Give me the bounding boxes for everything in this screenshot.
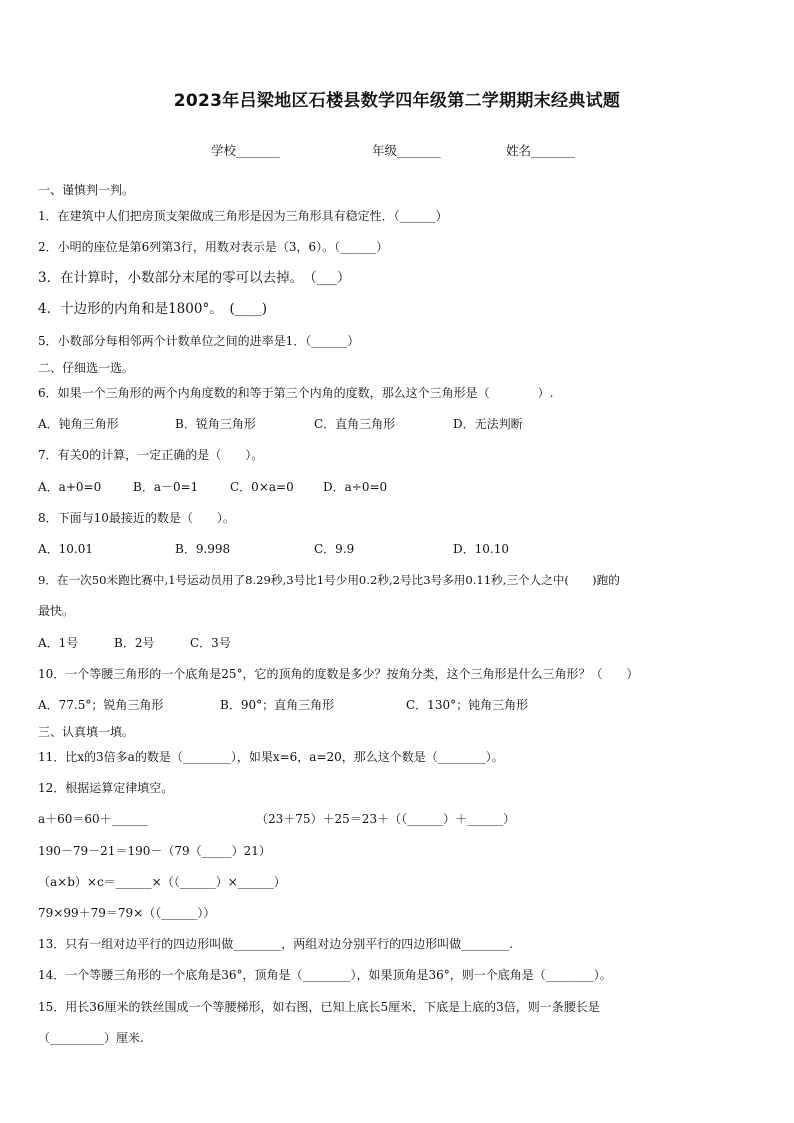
question-12-item-a: a＋60＝60＋______ <box>38 812 148 826</box>
question-11: 11．比x的3倍多a的数是（________），如果x=6，a=20，那么这个数是（________）。 <box>38 750 504 764</box>
question-9-option-a: A．1号 <box>38 636 79 650</box>
question-9: 9．在一次50米跑比赛中,1号运动员用了8.29秒,3号比1号少用0.2秒,2号比3号多用0.11秒,三个人之中( )跑的 <box>38 573 620 587</box>
question-14: 14．一个等腰三角形的一个底角是36°，顶角是（________），如果顶角是36°，则一个底角是（________）。 <box>38 968 612 982</box>
question-12-item-d: （a×b）×c＝______×（（______）×______） <box>38 875 286 889</box>
question-10-option-b: B．90°；直角三角形 <box>220 698 335 712</box>
question-7: 7．有关0的计算，一定正确的是（ ）。 <box>38 448 264 462</box>
question-6: 6．如果一个三角形的两个内角度数的和等于第三个内角的度数，那么这个三角形是（ ）. <box>38 386 554 400</box>
question-9-option-c: C．3号 <box>190 636 231 650</box>
section-choose: 二、仔细选一选。 <box>38 361 135 375</box>
question-8-option-a: A．10.01 <box>38 542 94 556</box>
section-fill: 三、认真填一填。 <box>38 725 135 739</box>
question-5: 5．小数部分每相邻两个计数单位之间的进率是1．（______） <box>38 334 360 348</box>
question-9-continued: 最快。 <box>38 604 75 618</box>
question-12-item-b: （23＋75）＋25＝23＋（（______）＋______） <box>256 812 516 826</box>
question-6-option-c: C．直角三角形 <box>314 417 396 431</box>
question-10: 10．一个等腰三角形的一个底角是25°，它的顶角的度数是多少？按角分类，这个三角形是什么三角形？（ ） <box>38 667 639 681</box>
question-6-option-d: D．无法判断 <box>453 417 523 431</box>
question-8-option-c: C．9.9 <box>314 542 355 556</box>
question-15: 15．用长36厘米的铁丝围成一个等腰梯形，如右图，已知上底长5厘米，下底是上底的3倍，则一条腰长是 <box>38 1000 600 1014</box>
question-6-option-a: A．钝角三角形 <box>38 417 119 431</box>
question-7-option-a: A．a+0=0 <box>38 480 102 494</box>
page-title: 2023年吕梁地区石楼县数学四年级第二学期期末经典试题 <box>173 91 621 111</box>
question-2: 2．小明的座位是第6列第3行，用数对表示是（3，6）。（______） <box>38 240 389 254</box>
question-10-option-a: A．77.5°；锐角三角形 <box>38 698 164 712</box>
question-9-option-b: B．2号 <box>114 636 155 650</box>
section-judge: 一、谨慎判一判。 <box>38 183 135 197</box>
school-field: 学校_______ <box>211 143 280 158</box>
question-13: 13．只有一组对边平行的四边形叫做________，两组对边分别平行的四边形叫做________. <box>38 937 514 951</box>
question-12: 12．根据运算定律填空。 <box>38 781 174 795</box>
question-4: 4．十边形的内角和是1800°。 (____) <box>38 301 267 317</box>
question-8-option-b: B．9.998 <box>175 542 231 556</box>
question-7-option-d: D．a÷0=0 <box>323 480 388 494</box>
grade-field: 年级_______ <box>372 143 441 158</box>
question-3: 3．在计算时，小数部分末尾的零可以去掉。 （___） <box>38 270 351 286</box>
question-8-option-d: D．10.10 <box>453 542 509 556</box>
question-1: 1．在建筑中人们把房顶支架做成三角形是因为三角形具有稳定性．（______） <box>38 209 448 223</box>
question-12-item-e: 79×99＋79＝79×（（______）） <box>38 906 216 920</box>
question-7-option-c: C．0×a=0 <box>230 480 294 494</box>
question-6-option-b: B．锐角三角形 <box>175 417 256 431</box>
question-12-item-c: 190－79－21＝190－（79（_____）21） <box>38 844 271 858</box>
question-8: 8．下面与10最接近的数是（ ）。 <box>38 511 235 525</box>
question-15-continued: （_________）厘米. <box>38 1031 144 1045</box>
name-field: 姓名_______ <box>506 143 575 158</box>
question-10-option-c: C．130°；钝角三角形 <box>406 698 529 712</box>
question-7-option-b: B．a－0=1 <box>133 480 199 494</box>
